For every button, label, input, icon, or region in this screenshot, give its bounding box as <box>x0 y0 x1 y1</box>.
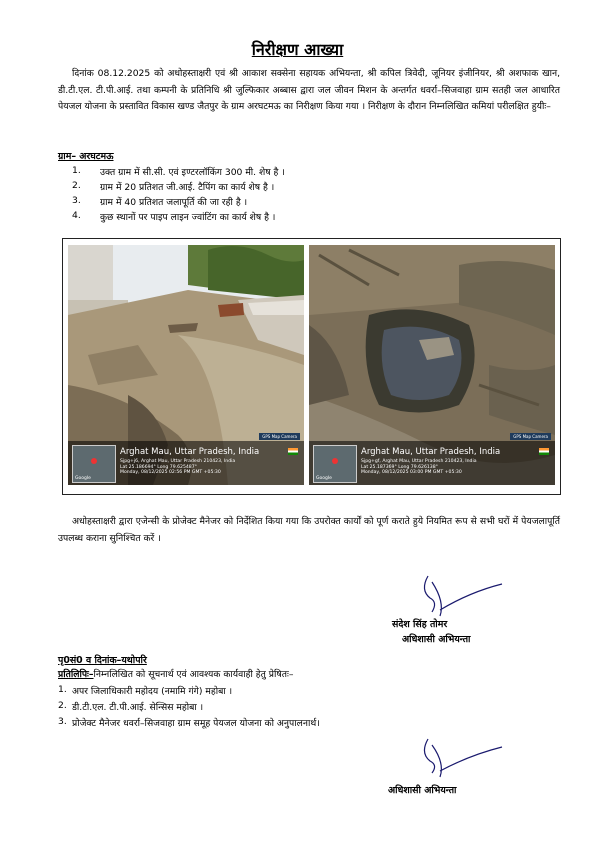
india-flag-icon <box>288 448 298 455</box>
list-item-number: 3. <box>72 195 81 206</box>
gps-latlong: Lat 25.187369° Long 79.626138° <box>361 464 438 470</box>
map-thumbnail <box>72 445 116 483</box>
signature-image <box>410 572 510 620</box>
location-pin-icon <box>91 458 97 464</box>
map-thumbnail <box>313 445 357 483</box>
signatory-designation: अधिशासी अभियन्ता <box>402 634 471 645</box>
gps-datetime: Monday, 08/12/2025 03:00 PM GMT +05:30 <box>361 470 462 476</box>
list-item-text: कुछ स्थानों पर पाइप लाइन ज्वांटिंग का कार्य शेष है । <box>100 212 276 223</box>
gps-place: Arghat Mau, Uttar Pradesh, India <box>361 447 501 457</box>
list-item-number: 2. <box>72 180 81 191</box>
location-pin-icon <box>332 458 338 464</box>
gps-details <box>361 459 477 476</box>
gps-details <box>120 459 235 476</box>
gps-place: Arghat Mau, Uttar Pradesh, India <box>120 447 260 457</box>
site-photo-road <box>68 245 304 485</box>
signatory-designation: अधिशासी अभियन्ता <box>388 785 457 796</box>
intro-paragraph: दिनांक 08.12.2025 को अधोहस्ताक्षरी एवं श्री आकाश सक्सेना सहायक अभियन्ता, श्री कपिल त्रिवेदी, जूनियर इंजीनियर, श्री अशफाक खान, डी.टी.एल. टी.पी.आई. तथा कम्पनी के प्रतिनिधि श्री जुल्फिकार अब्बास द्वारा जल जीवन मिशन के अन्तर्गत धवर्रा–सिजवाहा ग्राम सतही जल आधारित पेयजल योजना के प्रस्तावित विकास खण्ड जैतपुर के ग्राम अरघटमऊ का निरीक्षण किया गया । निरीक्षण के दौरान निम्नलिखित कमियां परीलक्षित हुयीः– <box>58 68 560 112</box>
list-item-text: प्रोजेक्ट मैनेजर धवर्रा–सिजवाहा ग्राम समूह पेयजल योजना को अनुपालनार्थ। <box>72 718 320 729</box>
gps-latlong: Lat 25.186694° Long 79.625487° <box>120 464 197 470</box>
list-item-text: डी.टी.एल. टी.पी.आई. सेन्सिस महोबा । <box>72 702 204 713</box>
page-title: निरीक्षण आख्या <box>251 40 344 59</box>
gps-address: Sjpg+gf, Arghat Mau, Uttar Pradesh 210423, India <box>361 459 477 464</box>
copy-text: निम्नलिखित को सूचनार्थ एवं आवश्यक कार्यवाही हेतु प्रेषितः– <box>93 669 294 680</box>
list-item-text: ग्राम में 20 प्रतिशत जी.आई. टैपिंग का कार्य शेष है । <box>100 182 275 193</box>
gps-overlay <box>68 434 304 485</box>
site-photo-pit <box>309 245 555 485</box>
signatory-name: संदेश सिंह तोमर <box>392 619 448 630</box>
map-label: Google <box>316 476 332 481</box>
gps-datetime: Monday, 08/12/2025 02:56 PM GMT +05:30 <box>120 470 221 476</box>
copy-label: प्रतिलिपिः– <box>58 669 94 680</box>
village-heading: ग्राम– अरघटमऊ <box>58 151 114 162</box>
copy-line <box>58 667 293 680</box>
list-item-number: 3. <box>58 716 67 727</box>
list-item-number: 1. <box>58 684 67 695</box>
gps-overlay <box>309 434 555 485</box>
list-item-number: 1. <box>72 165 81 176</box>
india-flag-icon <box>539 448 549 455</box>
list-item-text: ग्राम में 40 प्रतिशत जलापूर्ति की जा रही है । <box>100 197 248 208</box>
direction-paragraph: अधोहस्ताक्षरी द्वारा एजेन्सी के प्रोजेक्ट मैनेजर को निर्देशित किया गया कि उपरोक्त कार्यों को पूर्ण कराते हुये नियमित रूप से सभी घरों में पेयजलापूर्ति उपलब्ध कराना सुनिश्चित करें । <box>58 516 560 544</box>
list-item-text: उक्त ग्राम में सी.सी. एवं इण्टरलॉकिंग 300 मी. शेष है । <box>100 167 285 178</box>
camera-tag: GPS Map Camera <box>510 433 551 440</box>
gps-address: Sjpg+j6, Arghat Mau, Uttar Pradesh 210423, India <box>120 459 236 464</box>
list-item-number: 2. <box>58 700 67 711</box>
reference-line: पृ0सं0 व दिनांक–यथोपरि <box>58 655 147 666</box>
list-item-number: 4. <box>72 210 81 221</box>
camera-tag: GPS Map Camera <box>259 433 300 440</box>
list-item-text: अपर जिलाधिकारी महोदय (नमामि गंगे) महोबा । <box>72 686 233 697</box>
signature-image <box>410 735 510 781</box>
photo-frame <box>62 238 561 495</box>
map-label: Google <box>75 476 91 481</box>
